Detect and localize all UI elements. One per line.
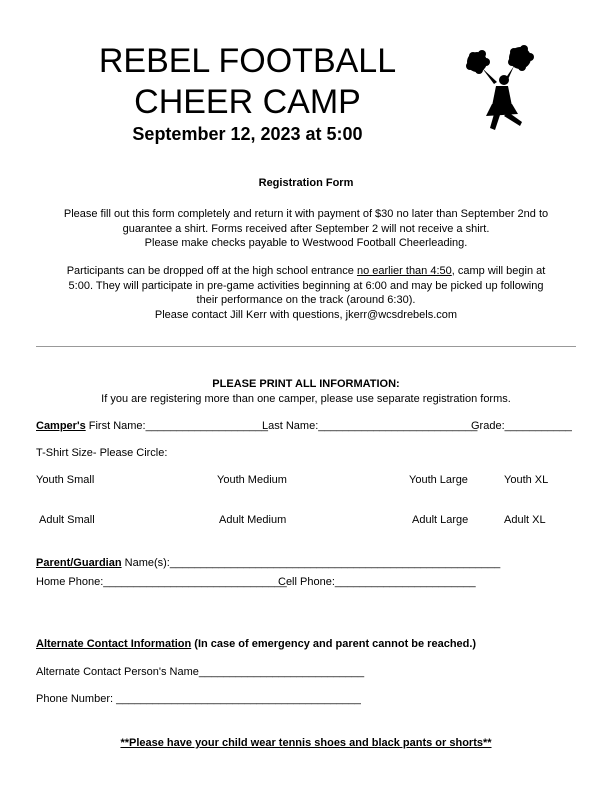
size-youth-large[interactable]: Youth Large [409, 474, 468, 486]
dropoff-time-emphasis: no earlier than 4:50 [356, 265, 452, 277]
size-youth-xl[interactable]: Youth XL [504, 474, 549, 486]
dropoff-text-b: , camp will begin at [451, 265, 546, 277]
alternate-heading-label: Alternate Contact Information [36, 638, 192, 650]
alternate-phone-field[interactable]: Phone Number: ________________________________________ [36, 693, 361, 705]
camper-first-name: First Name:____________________ [85, 420, 268, 432]
size-youth-small[interactable]: Youth Small [36, 474, 95, 486]
cell-phone-field[interactable]: Cell Phone:_______________________ [278, 576, 476, 588]
dropoff-line-2: 5:00. They will participate in pre-game activities beginning at 6:00 and may be picked up following [68, 279, 544, 292]
intro-line-1: Please fill out this form completely and return it with payment of $30 no later than September 2nd to [63, 208, 549, 220]
dropoff-line-3: their performance on the track (around 6:30). [196, 294, 416, 306]
camper-first-name-field[interactable] [36, 420, 268, 432]
dropoff-paragraph [0, 264, 612, 322]
section-divider [36, 346, 576, 347]
footer-note-text: **Please have your child wear tennis shoes and black pants or shorts** [120, 737, 492, 749]
camper-label: Camper's [36, 420, 86, 432]
camper-grade-field[interactable]: Grade:___________ [471, 420, 572, 432]
size-adult-large[interactable]: Adult Large [412, 514, 469, 526]
size-adult-medium[interactable]: Adult Medium [219, 514, 287, 526]
dropoff-text-a: Participants can be dropped off at the high school entrance [66, 265, 357, 277]
title-line-2: CHEER CAMP [134, 83, 361, 121]
dropoff-line-4: Please contact Jill Kerr with questions, jkerr@wcsdrebels.com [154, 308, 458, 321]
camper-last-name-field[interactable]: Last Name:__________________________ [262, 420, 478, 432]
intro-paragraph [0, 207, 612, 251]
tshirt-size-label: T-Shirt Size- Please Circle: [36, 447, 168, 459]
intro-line-3: Please make checks payable to Westwood Football Cheerleading. [144, 237, 468, 249]
footer-note [0, 736, 612, 751]
intro-line-2: guarantee a shirt. Forms received after September 2 will not receive a shirt. [122, 222, 490, 235]
cheerleader-icon [462, 44, 542, 132]
alternate-contact-name-field[interactable]: Alternate Contact Person's Name___________________________ [36, 666, 365, 678]
form-title: Registration Form [258, 177, 354, 189]
parent-names: Name(s):______________________________________________________ [121, 557, 501, 569]
event-date: September 12, 2023 at 5:00 [132, 124, 363, 144]
parent-names-field[interactable] [36, 557, 500, 569]
home-phone-field[interactable]: Home Phone:______________________________ [36, 576, 287, 588]
size-adult-small[interactable]: Adult Small [39, 514, 95, 526]
parent-label: Parent/Guardian [36, 557, 122, 569]
print-note: If you are registering more than one camper, please use separate registration forms. [101, 393, 511, 405]
title-line-1: REBEL FOOTBALL [98, 42, 397, 80]
dropoff-line-1 [0, 264, 612, 279]
size-youth-medium[interactable]: Youth Medium [217, 474, 287, 486]
alternate-contact-heading [36, 638, 476, 650]
alternate-heading-note: (In case of emergency and parent cannot be reached.) [191, 638, 477, 650]
print-heading: PLEASE PRINT ALL INFORMATION: [212, 378, 400, 390]
size-adult-xl[interactable]: Adult XL [504, 514, 546, 526]
